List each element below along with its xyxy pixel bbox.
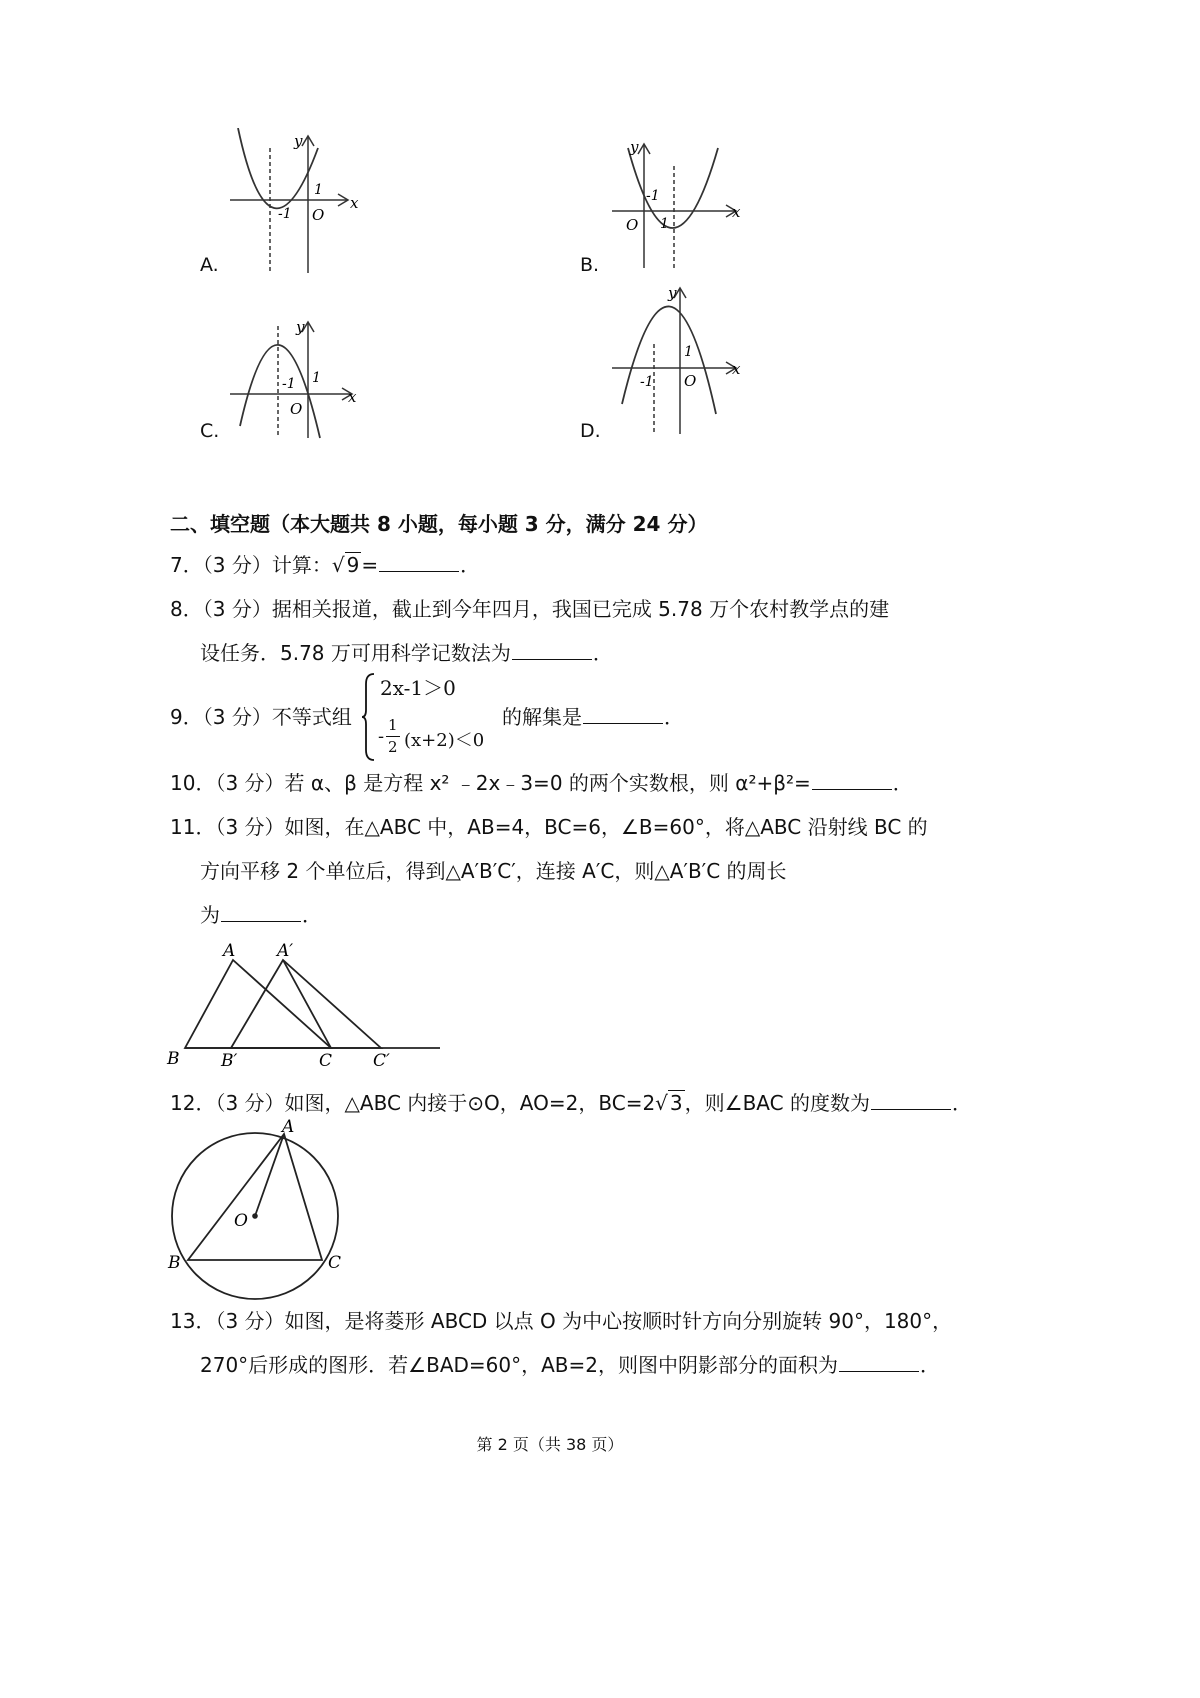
q12-radicand: 3 bbox=[669, 1091, 683, 1115]
q9-answer-blank[interactable] bbox=[583, 705, 663, 724]
q10-answer-blank[interactable] bbox=[812, 771, 892, 790]
graph-d bbox=[612, 284, 752, 439]
fig11-label-a: A bbox=[223, 941, 236, 961]
graph-d-one-label: 1 bbox=[684, 344, 693, 360]
q12-points: （3 分） bbox=[215, 1091, 285, 1115]
q9-frac-den: 2 bbox=[388, 738, 398, 756]
q8-answer-blank[interactable] bbox=[512, 641, 592, 660]
graph-b-one-label: 1 bbox=[660, 216, 669, 232]
q12-sqrt: √ 3 bbox=[655, 1091, 683, 1115]
graph-a-neg-one-label: -1 bbox=[278, 206, 292, 222]
fig11-label-b-prime: B′ bbox=[221, 1051, 238, 1070]
question-10 bbox=[170, 770, 913, 796]
section-title: 二、填空题（本大题共 8 小题，每小题 3 分，满分 24 分） bbox=[170, 512, 708, 536]
option-b-label: B. bbox=[580, 254, 600, 276]
q8-line1: 据相关报道，截止到今年四月，我国已完成 5.78 万个农村教学点的建 bbox=[271, 597, 890, 621]
graph-c-origin-label: O bbox=[290, 400, 303, 418]
question-11-cont bbox=[200, 902, 322, 928]
fig12-label-o: O bbox=[234, 1211, 248, 1231]
q7-number: 7． bbox=[170, 553, 203, 577]
q13-points: （3 分） bbox=[215, 1309, 285, 1333]
fig12-label-b: B bbox=[168, 1253, 181, 1273]
q7-sqrt: √ 9 bbox=[331, 553, 360, 577]
figure-11-triangles bbox=[165, 940, 450, 1070]
q13-number: 13． bbox=[170, 1309, 216, 1333]
q8-line2: 设任务．5.78 万可用科学记数法为 bbox=[200, 641, 511, 665]
graph-a-x-label: x bbox=[350, 194, 359, 212]
q8-period: ． bbox=[592, 641, 613, 665]
question-11 bbox=[170, 814, 928, 840]
q11-points: （3 分） bbox=[215, 815, 285, 839]
graph-c-one-label: 1 bbox=[312, 370, 321, 386]
fig11-label-a-prime: A′ bbox=[277, 941, 294, 961]
q11-line3: 为 bbox=[200, 903, 220, 927]
graph-c-neg-one-label: -1 bbox=[282, 376, 296, 392]
q11-answer-blank[interactable] bbox=[221, 903, 301, 922]
q7-text-b: = bbox=[361, 553, 379, 577]
fig11-label-b: B bbox=[167, 1049, 180, 1069]
question-12 bbox=[170, 1090, 972, 1116]
graph-a-origin-label: O bbox=[312, 206, 325, 224]
q7-text-a: 计算： bbox=[271, 553, 332, 577]
q12-answer-blank[interactable] bbox=[871, 1091, 951, 1110]
fig12-label-a: A bbox=[282, 1118, 295, 1137]
q13-period: ． bbox=[920, 1353, 940, 1377]
question-9 bbox=[170, 704, 352, 730]
q11-period: ． bbox=[302, 903, 322, 927]
q11-line2: 方向平移 2 个单位后，得到△A′B′C′，连接 A′C，则△A′B′C 的周长 bbox=[200, 859, 787, 883]
graph-d-neg-one-label: -1 bbox=[640, 374, 654, 390]
option-d-label: D. bbox=[580, 420, 601, 442]
graph-b-y-label: y bbox=[630, 138, 639, 156]
q8-number: 8． bbox=[170, 597, 203, 621]
graph-d-y-label: y bbox=[668, 284, 677, 302]
q10-period: ． bbox=[892, 771, 913, 795]
q13-answer-blank[interactable] bbox=[839, 1353, 919, 1372]
q9-ineq2-rest: (x+2)＜0 bbox=[404, 730, 485, 751]
option-a-label: A. bbox=[200, 254, 219, 276]
q9-frac-num: 1 bbox=[388, 716, 398, 734]
question-9-cont bbox=[502, 704, 684, 730]
graph-a bbox=[230, 128, 370, 278]
q7-answer-blank[interactable] bbox=[379, 553, 459, 572]
q9-number: 9． bbox=[170, 705, 203, 729]
graph-a-y-label: y bbox=[294, 132, 303, 150]
question-13 bbox=[170, 1308, 952, 1334]
page-footer: 第 2 页（共 38 页） bbox=[476, 1435, 624, 1454]
q7-radicand: 9 bbox=[346, 553, 360, 577]
question-8-cont bbox=[200, 640, 613, 666]
figure-12-circle bbox=[162, 1118, 362, 1308]
question-7 bbox=[170, 552, 480, 578]
q11-number: 11． bbox=[170, 815, 216, 839]
graph-d-x-label: x bbox=[732, 360, 741, 378]
q12-number: 12． bbox=[170, 1091, 216, 1115]
graph-c bbox=[230, 318, 370, 443]
q7-points: （3 分） bbox=[202, 553, 272, 577]
q13-line1: 如图，是将菱形 ABCD 以点 O 为中心按顺时针方向分别旋转 90°，180°， bbox=[284, 1309, 953, 1333]
graph-b-x-label: x bbox=[732, 203, 741, 221]
graph-b bbox=[612, 138, 752, 273]
graph-a-one-label: 1 bbox=[314, 182, 323, 198]
fig11-label-c: C bbox=[319, 1051, 333, 1070]
q9-text-b: 的解集是 bbox=[502, 705, 582, 729]
q9-frac-bar bbox=[386, 736, 400, 737]
q9-ineq1: 2x-1＞0 bbox=[380, 676, 456, 700]
fig12-label-c: C bbox=[328, 1253, 342, 1273]
fig11-label-c-prime: C′ bbox=[373, 1051, 390, 1070]
q9-points: （3 分） bbox=[202, 705, 272, 729]
graph-b-neg-one-label: -1 bbox=[646, 188, 660, 204]
graph-c-x-label: x bbox=[348, 388, 357, 406]
q9-brace bbox=[362, 672, 376, 762]
q12-text-a: 如图，△ABC 内接于⊙O，AO=2，BC=2 bbox=[284, 1091, 656, 1115]
graph-b-origin-label: O bbox=[626, 216, 639, 234]
q11-line1: 如图，在△ABC 中，AB=4，BC=6，∠B=60°，将△ABC 沿射线 BC 的 bbox=[284, 815, 928, 839]
q8-points: （3 分） bbox=[202, 597, 272, 621]
option-c-label: C. bbox=[200, 420, 220, 442]
question-13-cont bbox=[200, 1352, 940, 1378]
q9-text-a: 不等式组 bbox=[271, 705, 352, 729]
q7-period: ． bbox=[460, 553, 481, 577]
graph-c-y-label: y bbox=[296, 318, 305, 336]
q10-text: 若 α、β 是方程 x² ﹣2x﹣3=0 的两个实数根，则 α²+β²= bbox=[284, 771, 811, 795]
graph-d-origin-label: O bbox=[684, 372, 697, 390]
question-8 bbox=[170, 596, 889, 622]
q12-period: ． bbox=[951, 1091, 972, 1115]
q12-text-b: ，则∠BAC 的度数为 bbox=[684, 1091, 870, 1115]
q9-period: ． bbox=[664, 705, 684, 729]
q10-number: 10． bbox=[170, 771, 216, 795]
q13-line2: 270°后形成的图形．若∠BAD=60°，AB=2，则图中阴影部分的面积为 bbox=[200, 1353, 838, 1377]
q9-ineq2-sign: - bbox=[378, 726, 385, 747]
q10-points: （3 分） bbox=[215, 771, 285, 795]
q9-ineq2 bbox=[378, 716, 508, 760]
